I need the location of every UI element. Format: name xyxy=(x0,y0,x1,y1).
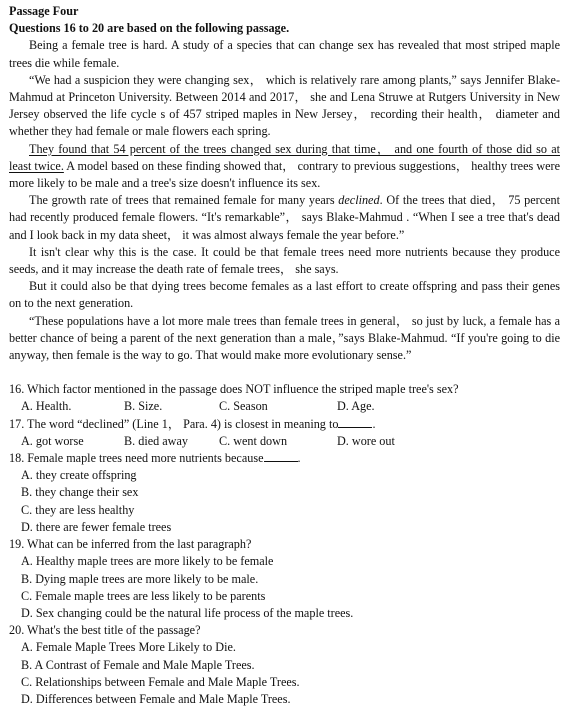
option-a[interactable]: A. got worse xyxy=(21,433,84,448)
answer-blank xyxy=(264,450,298,462)
paragraph-1: Being a female tree is hard. A study of a species that can change sex has revealed that most striped maple trees die while female. xyxy=(9,38,560,70)
passage-instruction: Questions 16 to 20 are based on the following passage. xyxy=(9,21,290,36)
paragraph-4-rest: . Of the trees that died， 75 percent had recently produced female flowers. “It's remarkable”， says Blake-Mahmud . “When I see a tree that's dead and I look back in my data sheet， it was almost always female the year before.” xyxy=(9,193,561,242)
question-19 xyxy=(9,536,560,622)
option-d[interactable]: D. there are fewer female trees xyxy=(21,519,172,534)
paragraph-3-rest: A model based on these finding showed that， contrary to previous suggestions， healthy trees were more likely to be male and a tree's size doesn't influence its sex. xyxy=(9,158,560,191)
answer-blank xyxy=(338,416,372,428)
question-18-stem-end: . xyxy=(297,451,301,466)
paragraph-4-start: The growth rate of trees that remained female for many years xyxy=(29,193,339,208)
option-b[interactable]: B. Size. xyxy=(124,399,163,414)
option-c[interactable]: C. Relationships between Female and Male Maple Trees. xyxy=(21,674,300,689)
option-a[interactable]: A. Female Maple Trees More Likely to Die. xyxy=(21,640,236,655)
option-b[interactable]: B. Dying maple trees are more likely to be male. xyxy=(21,571,259,586)
option-b[interactable]: B. A Contrast of Female and Male Maple Trees. xyxy=(21,657,255,672)
option-a[interactable]: A. they create offspring xyxy=(21,468,137,483)
paragraph-5: It isn't clear why this is the case. It could be that female trees need more nutrients because they produce seeds, and it may increase the death rate of female trees， she says. xyxy=(9,244,560,277)
question-18-stem-text: 18. Female maple trees need more nutrients because xyxy=(9,451,264,466)
option-a[interactable]: A. Healthy maple trees are more likely to be female xyxy=(21,554,274,569)
option-b[interactable]: B. died away xyxy=(124,433,188,448)
paragraph-3 xyxy=(9,141,560,193)
option-c[interactable]: C. Season xyxy=(219,399,268,414)
questions-section xyxy=(9,381,560,708)
underlined-sentence: They found that 54 percent of the trees changed sex during that time， and one fourth of those did so at least twice. xyxy=(9,141,560,173)
option-d[interactable]: D. wore out xyxy=(337,433,395,448)
option-c[interactable]: C. they are less healthy xyxy=(21,502,135,517)
paragraph-2: “We had a suspicion they were changing sex， which is relatively rare among plants,” says Jennifer Blake-Mahmud at Princeton University. Between 2014 and 2017， she and Lena Struwe at Rutgers University in New Jersey observed the life cycle s of 457 striped maples in New Jersey， recording their health， diameter and whether they had female or male flowers each spring. xyxy=(9,72,560,139)
question-18 xyxy=(9,450,560,536)
option-d[interactable]: D. Differences between Female and Male Maple Trees. xyxy=(21,691,291,706)
option-a[interactable]: A. Health. xyxy=(21,399,72,414)
question-20-stem: 20. What's the best title of the passage? xyxy=(9,623,201,638)
question-17-stem xyxy=(9,416,560,433)
question-17-stem-text: 17. The word “declined” (Line 1， Para. 4) is closest in meaning to xyxy=(9,416,339,431)
question-16 xyxy=(9,381,560,415)
question-17-stem-end: . xyxy=(372,416,376,431)
declined-word: declined xyxy=(338,193,380,208)
question-19-stem: 19. What can be inferred from the last paragraph? xyxy=(9,537,252,552)
question-16-options xyxy=(9,398,560,415)
option-d[interactable]: D. Sex changing could be the natural life process of the maple trees. xyxy=(21,605,354,620)
paragraph-6: But it could also be that dying trees become females as a last effort to create offspring and pass their genes on to the next generation. xyxy=(9,279,560,311)
question-17-options xyxy=(9,433,560,450)
paragraph-4 xyxy=(9,192,560,244)
option-d[interactable]: D. Age. xyxy=(337,399,375,414)
question-17 xyxy=(9,416,560,450)
question-20 xyxy=(9,622,560,708)
option-b[interactable]: B. they change their sex xyxy=(21,485,139,500)
option-c[interactable]: C. went down xyxy=(219,433,288,448)
passage-title: Passage Four xyxy=(9,4,79,18)
question-18-stem xyxy=(9,450,560,467)
question-16-stem: 16. Which factor mentioned in the passage does NOT influence the striped maple tree's sex? xyxy=(9,382,459,397)
option-c[interactable]: C. Female maple trees are less likely to be parents xyxy=(21,588,266,603)
paragraph-7: “These populations have a lot more male trees than female trees in general， so just by luck, a female has a better chance of being a parent of the next generation than a male，”says Blake-Mahmud. “If you're going to die anyway, then female is the way to go. That would make more evolutionary sense.” xyxy=(9,313,560,363)
